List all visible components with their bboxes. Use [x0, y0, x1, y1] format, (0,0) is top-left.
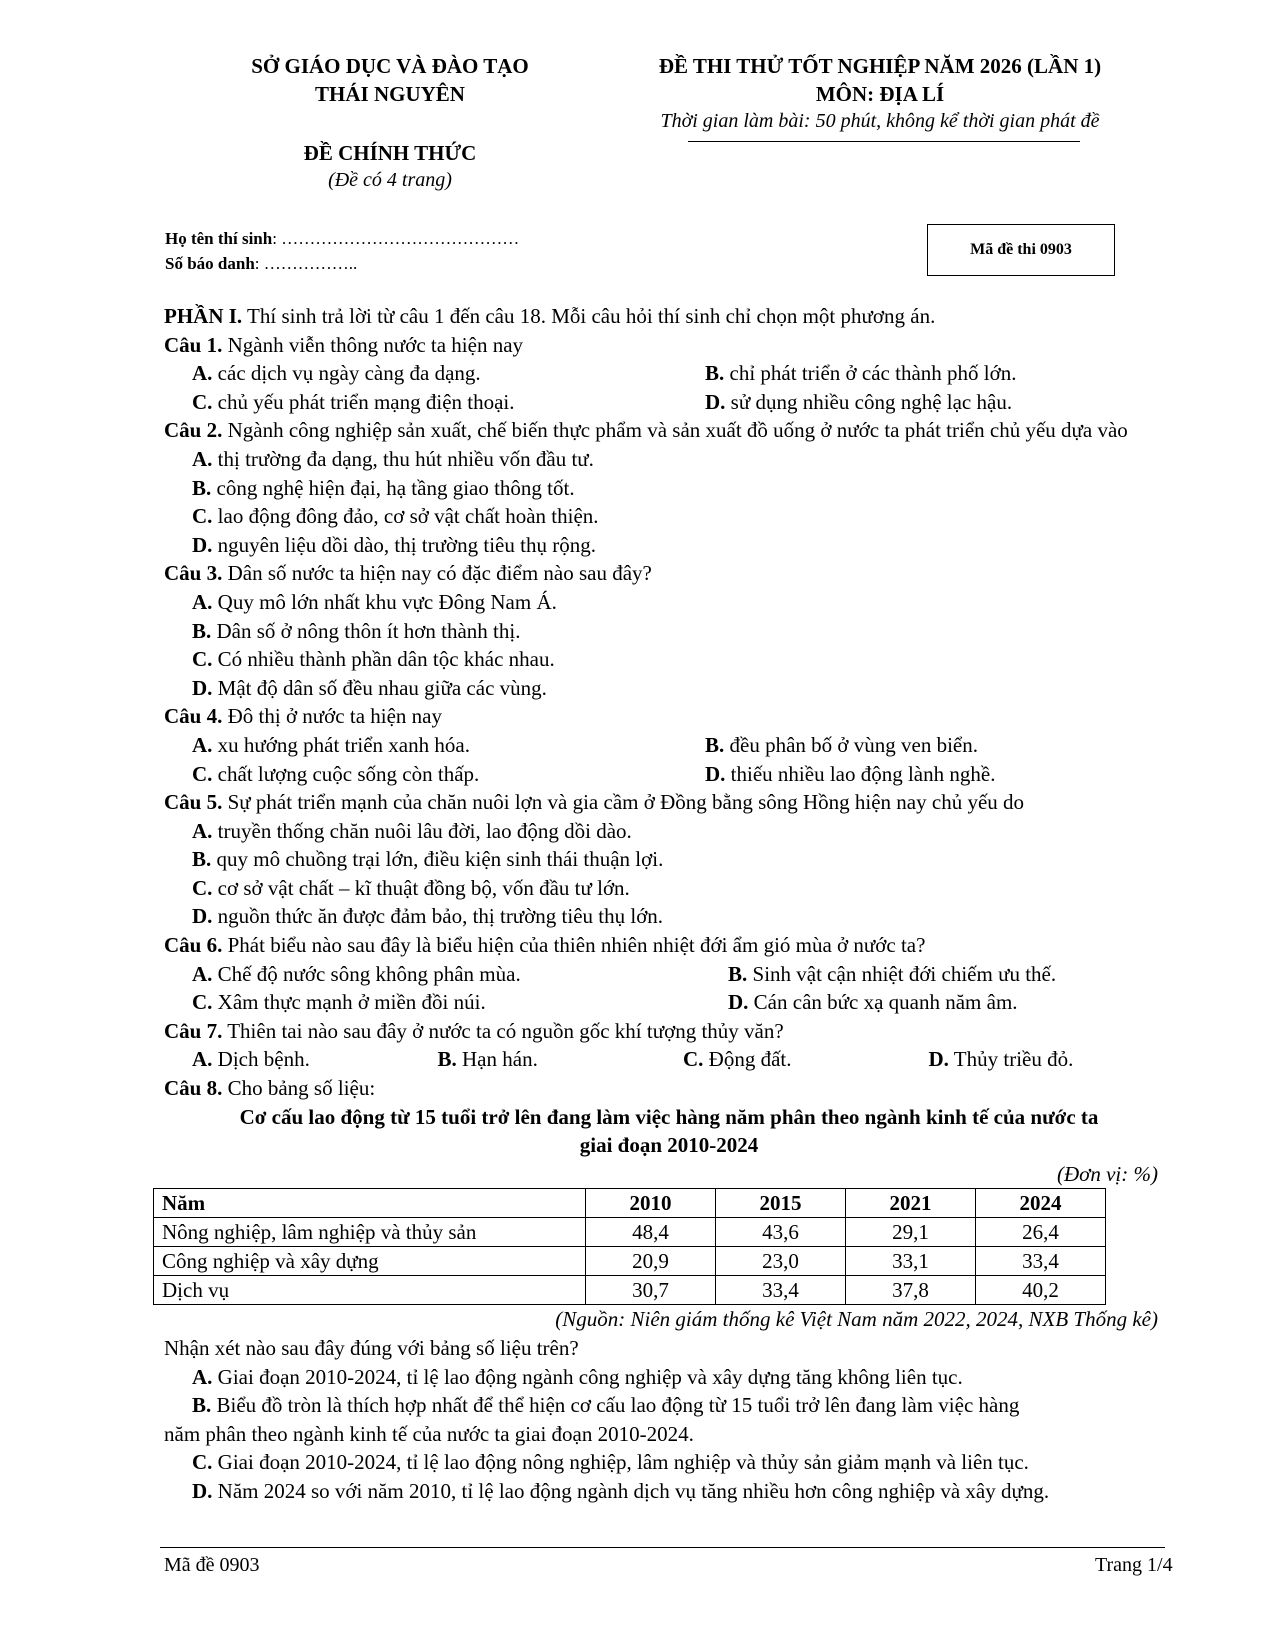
option-c[interactable]: C. Xâm thực mạnh ở miền đồi núi.: [192, 990, 486, 1015]
table-unit: (Đơn vị: %): [1056, 1161, 1158, 1186]
table-cell: 48,4: [586, 1218, 716, 1247]
question-text: Thiên tai nào sau đây ở nước ta có nguồn gốc khí tượng thủy văn?: [222, 1018, 784, 1043]
option-a[interactable]: A. xu hướng phát triển xanh hóa.: [192, 732, 470, 757]
part-1-instruction: [164, 302, 1174, 331]
option-d[interactable]: D. Cán cân bức xạ quanh năm âm.: [728, 990, 1018, 1015]
table-row: [154, 1247, 1106, 1276]
question-number: Câu 8.: [164, 1076, 223, 1101]
part-1-text: Thí sinh trả lời từ câu 1 đến câu 18. Mỗi câu hỏi thí sinh chỉ chọn một phương án.: [242, 304, 936, 328]
table-cell: 20,9: [586, 1247, 716, 1276]
option-b[interactable]: B. Sinh vật cận nhiệt đới chiếm ưu thế.: [728, 961, 1057, 986]
table-cell: 33,4: [716, 1276, 846, 1305]
option-c[interactable]: C. chất lượng cuộc sống còn thấp.: [192, 761, 480, 786]
question-text: Sự phát triển mạnh của chăn nuôi lợn và gia cầm ở Đồng bằng sông Hồng hiện nay chủ yếu do: [222, 790, 1025, 815]
question-4-options-row-1: [164, 731, 1174, 760]
table-cell: 33,1: [846, 1247, 976, 1276]
option-b[interactable]: B. Dân số ở nông thôn ít hơn thành thị.: [192, 618, 521, 643]
candidate-info: [165, 226, 519, 276]
table-cell: 33,4: [976, 1247, 1106, 1276]
table-cell: Nông nghiệp, lâm nghiệp và thủy sản: [154, 1218, 586, 1247]
question-4: [164, 702, 1174, 731]
table-header-cell: 2010: [586, 1189, 716, 1218]
question-text: Ngành viễn thông nước ta hiện nay: [222, 332, 524, 357]
part-1-label: PHẦN I.: [164, 304, 243, 328]
exam-title: ĐỀ THI THỬ TỐT NGHIỆP NĂM 2026 (LẦN 1): [658, 54, 1102, 78]
table-header-cell: 2024: [976, 1189, 1106, 1218]
option-c[interactable]: C. cơ sở vật chất – kĩ thuật đồng bộ, vốn đầu tư lớn.: [192, 875, 630, 900]
candidate-id-dots: : ……………..: [254, 254, 358, 273]
table-cell: 23,0: [716, 1247, 846, 1276]
option-b[interactable]: B. chỉ phát triển ở các thành phố lớn.: [705, 361, 1017, 386]
question-8-prompt: Nhận xét nào sau đây đúng với bảng số liệu trên?: [164, 1336, 579, 1360]
department-line-2: THÁI NGUYÊN: [315, 82, 465, 106]
question-number: Câu 2.: [164, 418, 223, 443]
footer-exam-code: Mã đề 0903: [164, 1554, 260, 1576]
table-cell: 40,2: [976, 1276, 1106, 1305]
option-b[interactable]: B. quy mô chuồng trại lớn, điều kiện sinh thái thuận lợi.: [192, 847, 664, 872]
department-header: [170, 52, 610, 108]
question-5: [164, 788, 1174, 817]
pages-note: (Đề có 4 trang): [328, 169, 452, 191]
candidate-id-label: Số báo danh: [165, 254, 255, 273]
footer-page-number: Trang 1/4: [1095, 1554, 1173, 1576]
candidate-name-label: Họ tên thí sinh: [165, 229, 273, 248]
option-a[interactable]: A. Quy mô lớn nhất khu vực Đông Nam Á.: [192, 589, 557, 614]
exam-time: Thời gian làm bài: 50 phút, không kể thời gian phát đề: [660, 110, 1100, 132]
question-number: Câu 7.: [164, 1018, 223, 1043]
exam-subject: MÔN: ĐỊA LÍ: [815, 82, 945, 106]
table-row: [154, 1218, 1106, 1247]
question-text: Phát biểu nào sau đây là biểu hiện của thiên nhiên nhiệt đới ẩm gió mùa ở nước ta?: [222, 933, 926, 958]
question-6-options-row-1: [164, 960, 1174, 989]
question-3: [164, 559, 1174, 588]
department-line-1: SỞ GIÁO DỤC VÀ ĐÀO TẠO: [251, 54, 529, 78]
table-header-row: [154, 1189, 1106, 1218]
question-1: [164, 331, 1174, 360]
option-a[interactable]: A. Chế độ nước sông không phân mùa.: [192, 961, 521, 986]
question-2: [164, 416, 1174, 445]
option-d[interactable]: D. sử dụng nhiều công nghệ lạc hậu.: [705, 389, 1013, 414]
question-text: Đô thị ở nước ta hiện nay: [222, 704, 442, 729]
question-number: Câu 6.: [164, 933, 223, 958]
table-header-cell: 2021: [846, 1189, 976, 1218]
option-a[interactable]: A. truyền thống chăn nuôi lâu đời, lao động dồi dào.: [192, 818, 632, 843]
exam-header: [620, 52, 1140, 135]
option-c[interactable]: C. lao động đông đảo, cơ sở vật chất hoàn thiện.: [192, 504, 599, 529]
option-d[interactable]: D. Năm 2024 so với năm 2010, tỉ lệ lao động ngành dịch vụ tăng nhiều hơn công nghiệp và xây dựng.: [192, 1478, 1050, 1503]
table-cell: 30,7: [586, 1276, 716, 1305]
exam-body: [164, 302, 1174, 1506]
option-c[interactable]: C. Có nhiều thành phần dân tộc khác nhau.: [192, 647, 555, 672]
option-d[interactable]: D. Thủy triều đỏ.: [928, 1047, 1074, 1072]
question-text: Dân số nước ta hiện nay có đặc điểm nào sau đây?: [222, 561, 652, 586]
option-b[interactable]: B. Hạn hán.: [437, 1047, 538, 1072]
exam-code-box: [927, 224, 1115, 276]
option-d[interactable]: D. Mật độ dân số đều nhau giữa các vùng.: [192, 675, 547, 700]
table-cell: Dịch vụ: [154, 1276, 586, 1305]
question-8: [164, 1074, 1174, 1103]
option-b[interactable]: B. Biểu đồ tròn là thích hợp nhất để thể hiện cơ cấu lao động từ 15 tuổi trở lên đang làm việc hàng: [192, 1393, 1020, 1418]
question-7-options: [164, 1045, 1174, 1074]
option-c[interactable]: C. chủ yếu phát triển mạng điện thoại.: [192, 389, 515, 414]
table-title-line-2: giai đoạn 2010-2024: [579, 1133, 759, 1158]
option-c[interactable]: C. Động đất.: [683, 1047, 792, 1072]
option-c[interactable]: C. Giai đoạn 2010-2024, tỉ lệ lao động nông nghiệp, lâm nghiệp và thủy sản giảm mạnh và liên tục.: [192, 1450, 1029, 1475]
question-4-options-row-2: [164, 760, 1174, 789]
table-cell: Công nghiệp và xây dựng: [154, 1247, 586, 1276]
table-cell: 43,6: [716, 1218, 846, 1247]
header-divider: [688, 141, 1080, 142]
option-a[interactable]: A. thị trường đa dạng, thu hút nhiều vốn đầu tư.: [192, 446, 594, 471]
candidate-name-dots: : ……………………………………: [272, 229, 520, 248]
official-label: ĐỀ CHÍNH THỨC: [303, 141, 477, 165]
exam-code: Mã đề thi 0903: [970, 241, 1072, 258]
question-number: Câu 4.: [164, 704, 223, 729]
option-a[interactable]: A. Dịch bệnh.: [192, 1047, 310, 1072]
option-a[interactable]: A. Giai đoạn 2010-2024, tỉ lệ lao động ngành công nghiệp và xây dựng tăng không liên tục.: [192, 1364, 963, 1389]
option-b[interactable]: B. công nghệ hiện đại, hạ tầng giao thông tốt.: [192, 475, 575, 500]
question-1-options-row-2: [164, 388, 1174, 417]
question-6: [164, 931, 1174, 960]
official-block: [170, 139, 610, 193]
question-text: Cho bảng số liệu:: [222, 1076, 376, 1101]
question-6-options-row-2: [164, 988, 1174, 1017]
table-header-cell: Năm: [154, 1189, 586, 1218]
question-number: Câu 3.: [164, 561, 223, 586]
footer-divider: [160, 1547, 1165, 1548]
table-cell: 37,8: [846, 1276, 976, 1305]
option-d[interactable]: D. nguyên liệu dồi dào, thị trường tiêu thụ rộng.: [192, 532, 596, 557]
question-7: [164, 1017, 1174, 1046]
table-source: (Nguồn: Niên giám thống kê Việt Nam năm 2022, 2024, NXB Thống kê): [555, 1307, 1158, 1332]
question-text: Ngành công nghiệp sản xuất, chế biến thực phẩm và sản xuất đồ uống ở nước ta phát triển chủ yếu dựa vào: [222, 418, 1128, 443]
question-number: Câu 5.: [164, 790, 223, 815]
table-header-cell: 2015: [716, 1189, 846, 1218]
data-table: [153, 1188, 1106, 1305]
option-b-continuation: năm phân theo ngành kinh tế của nước ta giai đoạn 2010-2024.: [164, 1421, 694, 1446]
table-cell: 29,1: [846, 1218, 976, 1247]
table-title-line-1: Cơ cấu lao động từ 15 tuổi trở lên đang làm việc hàng năm phân theo ngành kinh tế của nước ta: [239, 1104, 1099, 1129]
table-cell: 26,4: [976, 1218, 1106, 1247]
option-d[interactable]: D. thiếu nhiều lao động lành nghề.: [705, 761, 996, 786]
question-1-options-row-1: [164, 359, 1174, 388]
table-row: [154, 1276, 1106, 1305]
question-number: Câu 1.: [164, 332, 223, 357]
option-a[interactable]: A. các dịch vụ ngày càng đa dạng.: [192, 361, 481, 386]
option-b[interactable]: B. đều phân bố ở vùng ven biển.: [705, 732, 978, 757]
option-d[interactable]: D. nguồn thức ăn được đảm bảo, thị trường tiêu thụ lớn.: [192, 904, 664, 929]
